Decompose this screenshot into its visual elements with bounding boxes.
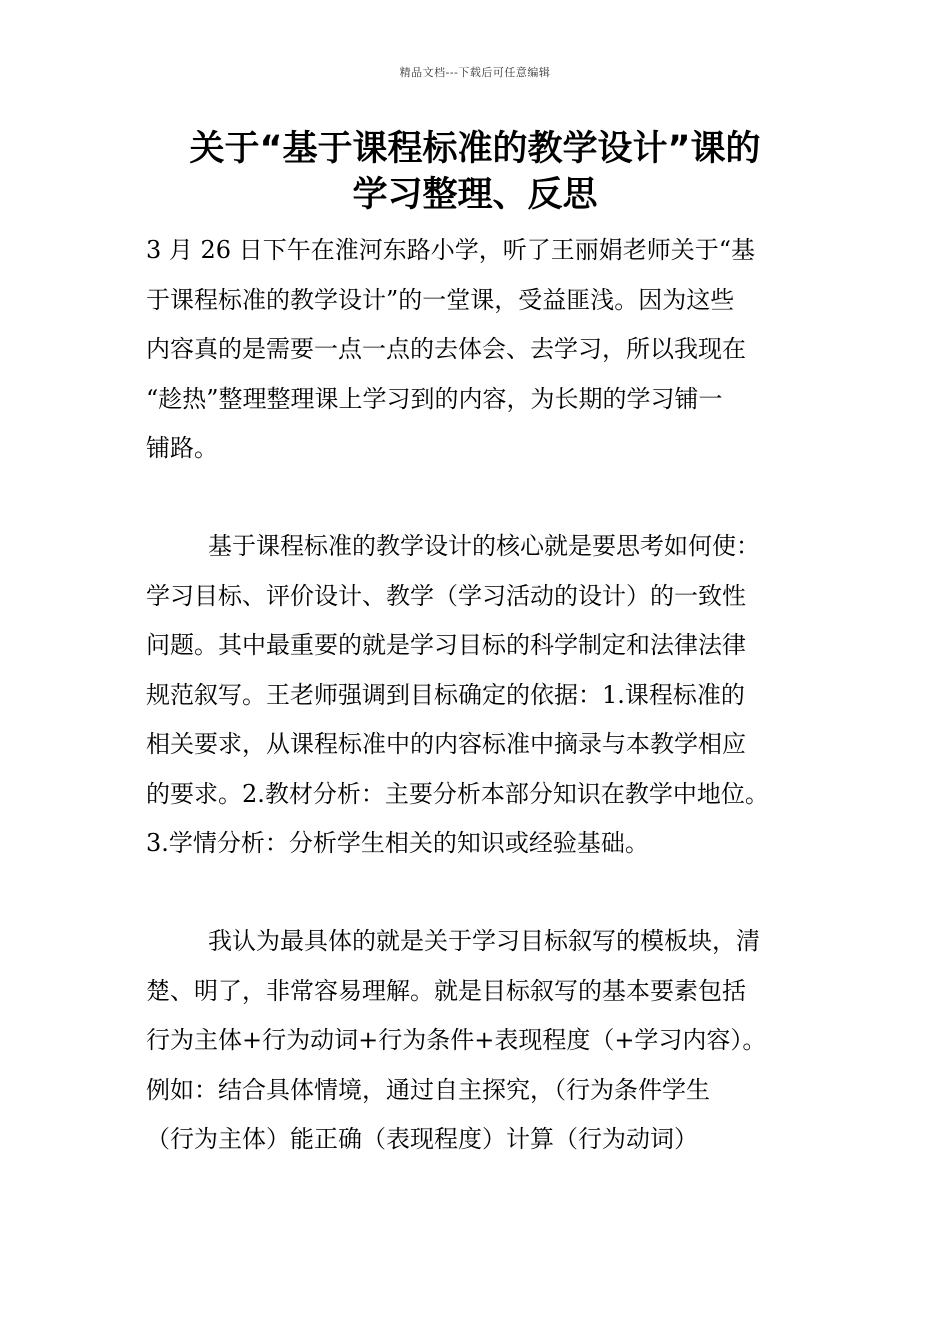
paragraph-1 [146, 226, 826, 474]
paragraph-line: “趁热”整理整理课上学习到的内容，为长期的学习铺一 [146, 384, 723, 413]
paragraph-line: 基于课程标准的教学设计的核心就是要思考如何使： [208, 532, 760, 560]
header-note: 精品文档---下载后可任意编辑 [399, 66, 551, 79]
paragraph-line: 行为主体+行为动词+行为条件+表现程度（+学习内容）。 [146, 1026, 767, 1054]
paragraph-line: 问题。其中最重要的就是学习目标的科学制定和法律法律 [146, 631, 746, 659]
paragraph-line: 于课程标准的教学设计”的一堂课，受益匪浅。因为这些 [146, 285, 735, 314]
paragraph-line: 规范叙写。王老师强调到目标确定的依据：1.课程标准的 [146, 680, 745, 709]
paragraph-line: 的要求。2.教材分析：主要分析本部分知识在教学中地位。 [146, 779, 769, 808]
paragraph-line: 我认为最具体的就是关于学习目标叙写的模板块，清 [208, 927, 760, 955]
paragraph-2 [146, 522, 826, 869]
paragraph-line: 相关要求，从课程标准中的内容标准中摘录与本教学相应 [146, 730, 746, 758]
document-title [120, 126, 830, 218]
title-line-1: 关于“基于课程标准的教学设计”课的 [189, 129, 761, 169]
paragraph-line: 学习目标、评价设计、教学（学习活动的设计）的一致性 [146, 581, 746, 610]
paragraph-line: 3 月 26 日下午在淮河东路小学，听了王丽娟老师关于“基 [146, 236, 755, 264]
paragraph-line: 楚、明了，非常容易理解。就是目标叙写的基本要素包括 [146, 976, 746, 1005]
paragraph-line: 铺路。 [146, 434, 218, 462]
paragraph-line: （行为主体）能正确（表现程度）计算（行为动词） [146, 1125, 698, 1153]
paragraph-line: 内容真的是需要一点一点的去体会、去学习，所以我现在 [146, 335, 746, 363]
paragraph-line: 3.学情分析：分析学生相关的知识或经验基础。 [146, 829, 649, 857]
paragraph-3 [146, 917, 826, 1165]
paragraph-line: 例如：结合具体情境，通过自主探究，（行为条件学生 [146, 1075, 710, 1104]
title-line-2: 学习整理、反思 [352, 175, 598, 215]
